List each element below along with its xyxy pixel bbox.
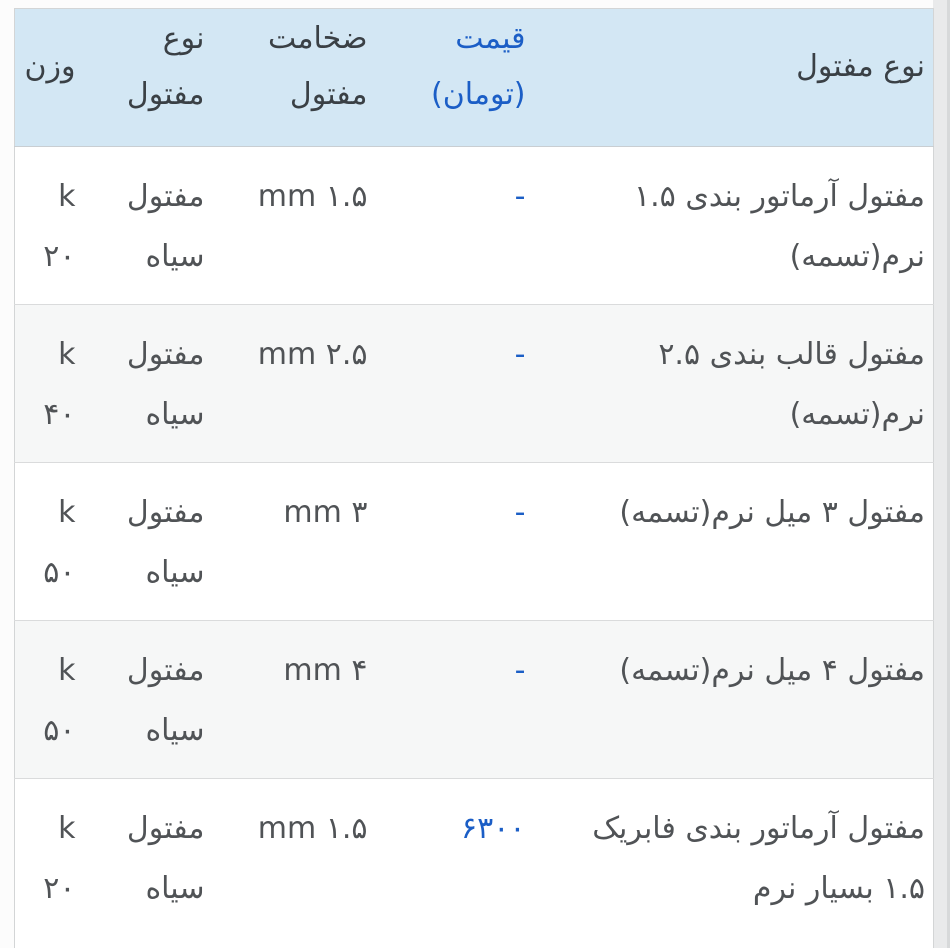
price-value-link[interactable]: ۶۳۰۰ <box>461 811 526 846</box>
right-gutter <box>933 0 950 948</box>
wire-type-value-line2: سیاه <box>145 871 205 906</box>
thickness-value: ۲.۵ mm <box>257 337 368 372</box>
price-value: - <box>514 179 526 214</box>
wire-type-value: مفتول <box>126 811 205 846</box>
weight-value: ۵۰ <box>43 555 76 590</box>
wire-type-cell <box>84 779 213 948</box>
table-row <box>15 147 934 305</box>
price-cell <box>376 463 534 621</box>
weight-cell <box>15 147 84 305</box>
product-name-cell <box>534 621 934 779</box>
column-header-weight-label: وزن <box>24 48 76 84</box>
weight-unit: k <box>58 495 76 530</box>
thickness-cell <box>213 305 376 463</box>
weight-unit: k <box>58 179 76 214</box>
thickness-cell <box>213 463 376 621</box>
wire-type-cell <box>84 463 213 621</box>
price-cell <box>376 147 534 305</box>
thickness-value: ۱.۵ mm <box>257 179 368 214</box>
weight-unit: k <box>58 811 76 846</box>
product-name: مفتول آرماتور بندی ۱.۵ <box>634 179 925 214</box>
header-row <box>15 9 934 147</box>
wire-type-value: مفتول <box>126 653 205 688</box>
weight-unit: k <box>58 337 76 372</box>
weight-cell <box>15 779 84 948</box>
product-name-line2: نرم(تسمه) <box>789 239 925 274</box>
price-value: - <box>514 653 526 688</box>
price-cell <box>376 305 534 463</box>
column-header-product-name <box>534 9 934 147</box>
column-header-price-label: قیمت <box>455 20 526 56</box>
wire-type-cell <box>84 305 213 463</box>
wire-type-value: مفتول <box>126 495 205 530</box>
wire-type-value-line2: سیاه <box>145 397 205 432</box>
price-cell <box>376 621 534 779</box>
weight-value: ۴۰ <box>43 397 76 432</box>
product-name-line2: نرم(تسمه) <box>789 397 925 432</box>
weight-cell <box>15 621 84 779</box>
weight-value: ۵۰ <box>43 713 76 748</box>
wire-type-value: مفتول <box>126 337 205 372</box>
price-table <box>14 8 934 948</box>
product-name-cell <box>534 779 934 948</box>
column-header-weight <box>15 9 84 147</box>
weight-value: ۲۰ <box>43 871 76 906</box>
product-name-line2: ۱.۵ بسیار نرم <box>752 871 925 906</box>
column-header-product-name-label: نوع مفتول <box>796 48 925 84</box>
product-name: مفتول قالب بندی ۲.۵ <box>658 337 925 372</box>
weight-cell <box>15 305 84 463</box>
product-name-cell <box>534 305 934 463</box>
thickness-cell <box>213 147 376 305</box>
thickness-value: ۳ mm <box>283 495 368 530</box>
wire-type-value-line2: سیاه <box>145 239 205 274</box>
thickness-cell <box>213 779 376 948</box>
price-value: - <box>514 337 526 372</box>
column-header-price-unit-label: (تومان) <box>431 76 526 112</box>
product-name-cell <box>534 463 934 621</box>
wire-type-value-line2: سیاه <box>145 713 205 748</box>
wire-type-cell <box>84 147 213 305</box>
column-header-wire-type: نوع مفتول <box>84 9 213 147</box>
thickness-value: ۱.۵ mm <box>257 811 368 846</box>
product-name-cell <box>534 147 934 305</box>
table-row <box>15 621 934 779</box>
table-row <box>15 463 934 621</box>
product-name: مفتول ۳ میل نرم(تسمه) <box>619 495 925 530</box>
wire-type-value: مفتول <box>126 179 205 214</box>
product-name: مفتول آرماتور بندی فابریک <box>592 811 925 846</box>
weight-value: ۲۰ <box>43 239 76 274</box>
weight-cell <box>15 463 84 621</box>
thickness-value: ۴ mm <box>283 653 368 688</box>
thickness-cell <box>213 621 376 779</box>
column-header-price <box>376 9 534 147</box>
price-cell <box>376 779 534 948</box>
weight-unit: k <box>58 653 76 688</box>
wire-type-cell <box>84 621 213 779</box>
table-row <box>15 305 934 463</box>
table-row <box>15 779 934 948</box>
product-name: مفتول ۴ میل نرم(تسمه) <box>619 653 925 688</box>
price-value: - <box>514 495 526 530</box>
wire-type-value-line2: سیاه <box>145 555 205 590</box>
column-header-thickness: ضخامت مفتول <box>213 9 376 147</box>
